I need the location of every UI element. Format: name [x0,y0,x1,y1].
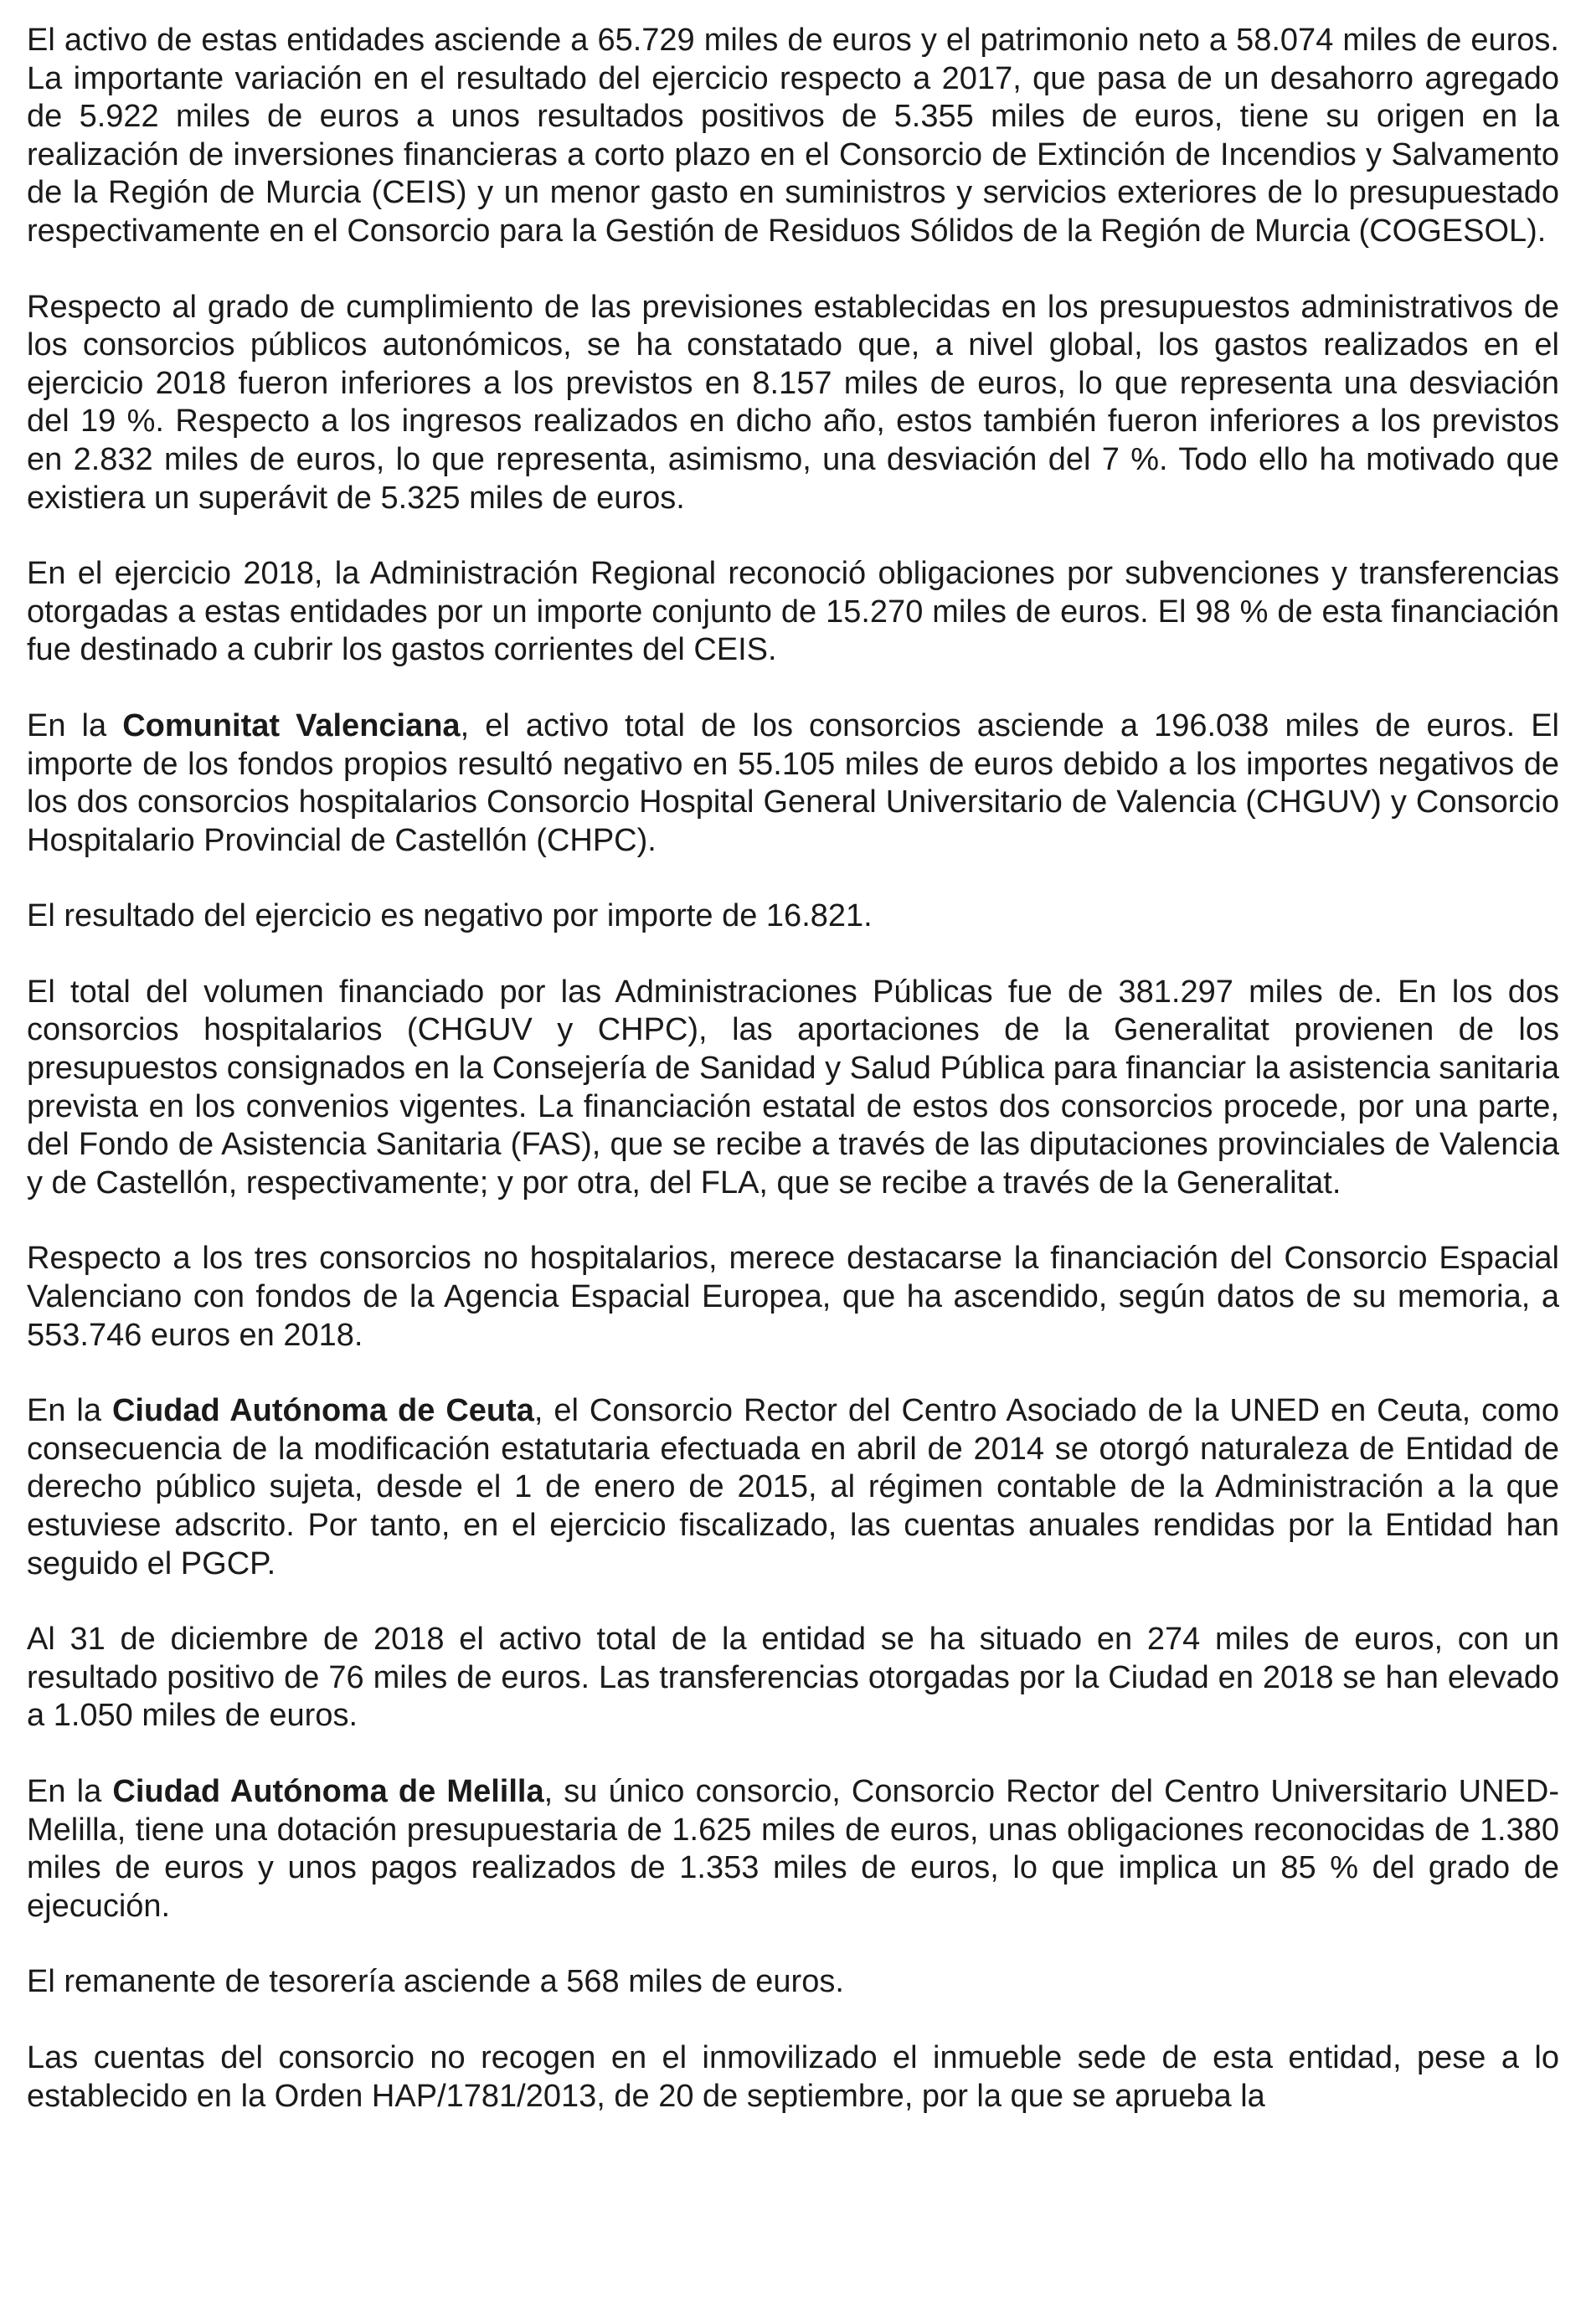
paragraph-melilla [27,1773,1559,1926]
paragraph-murcia-obligaciones: En el ejercicio 2018, la Administración Regional reconoció obligaciones por subvenciones y transferencias otorgadas a estas entidades por un importe conjunto de 15.270 miles de euros. El 98 % de esta financiación fue destinado a cubrir los gastos corrientes del CEIS. [27,556,1559,668]
paragraph-murcia-cumplimiento: Respecto al grado de cumplimiento de las previsiones establecidas en los presupuestos administrativos de los consorcios públicos autonómicos, se ha constatado que, a nivel global, los gastos realizados en el ejercicio 2018 fueron inferiores a los previstos en 8.157 miles de euros, lo que representa una desviación del 19 %. Respecto a los ingresos realizados en dicho año, estos también fueron inferiores a los previstos en 2.832 miles de euros, lo que representa, asimismo, una desviación del 7 %. Todo ello ha motivado que existiera un superávit de 5.325 miles de euros. [27,289,1559,516]
paragraph-ceuta-activo: Al 31 de diciembre de 2018 el activo total de la entidad se ha situado en 274 miles de euros, con un resultado positivo de 76 miles de euros. Las transferencias otorgadas por la Ciudad en 2018 se han elevado a 1.050 miles de euros. [27,1622,1559,1734]
paragraph-lead: En la [27,1393,112,1429]
document-page [27,22,1559,2153]
paragraph-rest: , el Consorcio Rector del Centro Asociado de la UNED en Ceuta, como consecuencia de la modificación estatutaria efectuada en abril de 2014 se otorgó naturaleza de Entidad de derecho público sujeta, desde el 1 de enero de 2015, al régimen contable de la Administración a la que estuviese adscrito. Por tanto, en el ejercicio fiscalizado, las cuentas anuales rendidas por la Entidad han seguido el PGCP. [27,1393,1559,1581]
paragraph-ceuta [27,1392,1559,1583]
region-name-melilla: Ciudad Autónoma de Melilla [112,1773,544,1809]
paragraph-valenciana-resultado: El resultado del ejercicio es negativo por importe de 16.821. [27,898,873,934]
paragraph-lead: En la [27,707,123,743]
region-name-ceuta: Ciudad Autónoma de Ceuta [111,1393,534,1429]
paragraph-rest: , su único consorcio, Consorcio Rector del Centro Universitario UNED-Melilla, tiene una dotación presupuestaria de 1.625 miles de euros, unas obligaciones reconocidas de 1.380 miles de euros y unos pagos realizados de 1.353 miles de euros, lo que implica un 85 % del grado de ejecución. [27,1773,1559,1924]
paragraph-rest: , el activo total de los consorcios asciende a 196.038 miles de euros. El importe de los fondos propios resultó negativo en 55.105 miles de euros debido a los importes negativos de los dos consorcios hospitalarios Consorcio Hospital General Universitario de Valencia (CHGUV) y Consorcio Hospitalario Provincial de Castellón (CHPC). [27,707,1560,858]
paragraph-lead: En la [27,1773,113,1809]
paragraph-melilla-remanente: El remanente de tesorería asciende a 568 miles de euros. [27,1964,844,2000]
paragraph-valenciana-no-hospitalarios: Respecto a los tres consorcios no hospitalarios, merece destacarse la financiación del Consorcio Espacial Valenciano con fondos de la Agencia Espacial Europea, que ha ascendido, según datos de su memoria, a 553.746 euros en 2018. [27,1241,1559,1353]
paragraph-murcia-activo: El activo de estas entidades asciende a 65.729 miles de euros y el patrimonio neto a 58.074 miles de euros. La importante variación en el resultado del ejercicio respecto a 2017, que pasa de un desahorro agregado de 5.922 miles de euros a unos resultados positivos de 5.355 miles de euros, tiene su origen en la realización de inversiones financieras a corto plazo en el Consorcio de Extinción de Incendios y Salvamento de la Región de Murcia (CEIS) y un menor gasto en suministros y servicios exteriores de lo presupuestado respectivamente en el Consorcio para la Gestión de Residuos Sólidos de la Región de Murcia (COGESOL). [27,23,1559,249]
region-name-comunitat-valenciana: Comunitat Valenciana [122,707,461,743]
paragraph-comunitat-valenciana [27,707,1559,860]
paragraph-melilla-inmovilizado: Las cuentas del consorcio no recogen en el inmovilizado el inmueble sede de esta entidad, pese a lo establecido en la Orden HAP/1781/2013, de 20 de septiembre, por la que se aprueba la [27,2039,1559,2114]
paragraph-valenciana-financiacion: El total del volumen financiado por las Administraciones Públicas fue de 381.297 miles de. En los dos consorcios hospitalarios (CHGUV y CHPC), las aportaciones de la Generalitat provienen de los presupuestos consignados en la Consejería de Sanidad y Salud Pública para financiar la asistencia sanitaria prevista en los convenios vigentes. La financiación estatal de estos dos consorcios procede, por una parte, del Fondo de Asistencia Sanitaria (FAS), que se recibe a través de las diputaciones provinciales de Valencia y de Castellón, respectivamente; y por otra, del FLA, que se recibe a través de la Generalitat. [27,974,1559,1201]
